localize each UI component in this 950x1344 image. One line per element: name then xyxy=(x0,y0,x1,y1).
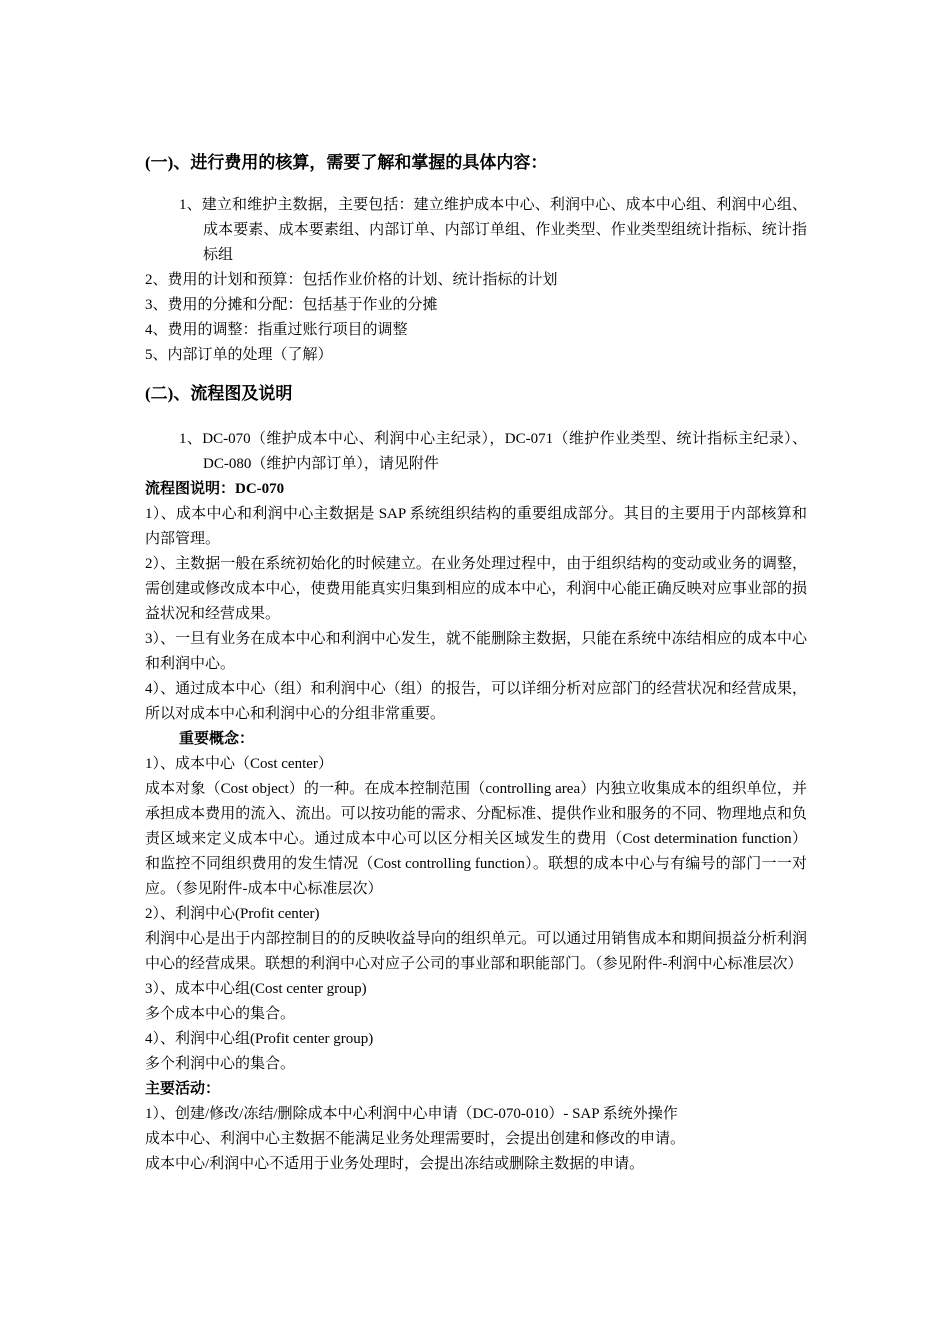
section2-title: (二)、流程图及说明 xyxy=(145,384,293,403)
section2-item-1: 1、DC-070（维护成本中心、利润中心主纪录），DC-071（维护作业类型、统计指标主纪录）、DC-080（维护内部订单），请见附件 xyxy=(179,431,807,472)
section1-item-4: 4、费用的调整：指重过账行项目的调整 xyxy=(145,322,408,338)
flow-point-2: 2）、主数据一般在系统初始化的时候建立。在业务处理过程中，由于组织结构的变动或业务的调整，需创建或修改成本中心，使费用能真实归集到相应的成本中心，利润中心能正确反映对应事业部的损益状况和经营成果。 xyxy=(145,556,807,622)
activity-line-1: 1）、创建/修改/冻结/删除成本中心利润中心申请（DC-070-010）- SAP 系统外操作 xyxy=(145,1106,678,1122)
flow-label: 流程图说明：DC-070 xyxy=(145,481,285,497)
concept-desc-2: 利润中心是出于内部控制目的的反映收益导向的组织单元。可以通过用销售成本和期间损益分析利润中心的经营成果。联想的利润中心对应子公司的事业部和职能部门。（参见附件-利润中心标准层次） xyxy=(145,931,807,972)
section1-item-2: 2、费用的计划和预算：包括作业价格的计划、统计指标的计划 xyxy=(145,272,558,288)
activities-label: 主要活动： xyxy=(145,1081,221,1097)
flow-point-1: 1）、成本中心和利润中心主数据是 SAP 系统组织结构的重要组成部分。其目的主要用于内部核算和内部管理。 xyxy=(145,506,807,547)
document-page xyxy=(145,150,807,1177)
concept-desc-4: 多个利润中心的集合。 xyxy=(145,1056,296,1072)
section1-item-1: 1、建立和维护主数据，主要包括：建立维护成本中心、利润中心、成本中心组、利润中心组、成本要素、成本要素组、内部订单、内部订单组、作业类型、作业类型组统计指标、统计指标组 xyxy=(179,197,807,263)
section1-item-5: 5、内部订单的处理（了解） xyxy=(145,347,333,363)
concepts-label: 重要概念： xyxy=(179,731,255,747)
activity-line-2: 成本中心、利润中心主数据不能满足业务处理需要时，会提出创建和修改的申请。 xyxy=(145,1131,686,1147)
concept-term-3: 3）、成本中心组(Cost center group) xyxy=(145,981,367,997)
concept-term-4: 4）、利润中心组(Profit center group) xyxy=(145,1031,374,1047)
concept-term-1: 1）、成本中心（Cost center） xyxy=(145,756,333,772)
section1-title: (一)、进行费用的核算，需要了解和掌握的具体内容： xyxy=(145,153,548,172)
flow-point-3: 3）、一旦有业务在成本中心和利润中心发生，就不能删除主数据，只能在系统中冻结相应的成本中心和利润中心。 xyxy=(145,631,807,672)
concept-desc-3: 多个成本中心的集合。 xyxy=(145,1006,296,1022)
concept-desc-1: 成本对象（Cost object）的一种。在成本控制范围（controlling area）内独立收集成本的组织单位，并承担成本费用的流入、流出。可以按功能的需求、分配标准、提供作业和服务的不同、物理地点和负责区域来定义成本中心。通过成本中心可以区分相关区域发生的费用（Cost determination function）和监控不同组织费用的发生情况（Cost controlling function）。联想的成本中心与有编号的部门一一对应。（参见附件-成本中心标准层次） xyxy=(145,781,807,897)
flow-point-4: 4）、通过成本中心（组）和利润中心（组）的报告，可以详细分析对应部门的经营状况和经营成果，所以对成本中心和利润中心的分组非常重要。 xyxy=(145,681,807,722)
section1-item-3: 3、费用的分摊和分配：包括基于作业的分摊 xyxy=(145,297,438,313)
concept-term-2: 2）、利润中心(Profit center) xyxy=(145,906,320,922)
activity-line-3: 成本中心/利润中心不适用于业务处理时，会提出冻结或删除主数据的申请。 xyxy=(145,1156,645,1172)
